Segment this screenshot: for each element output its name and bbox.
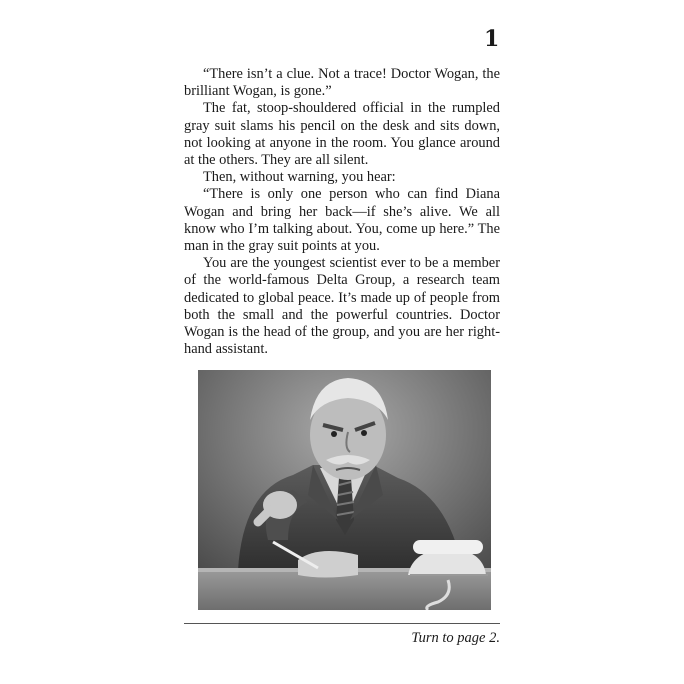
paragraph: The fat, stoop-shouldered official in the rumpled gray suit slams his pencil on the desk and sits down, not looking at anyone in the room. You glance around at the others. They are all silent. [184,100,500,169]
paragraph: Then, without warning, you hear: [203,169,396,186]
divider [184,623,500,624]
paragraph: “There isn’t a clue. Not a trace! Doctor Wogan, the brilliant Wogan, is gone.” [184,66,500,100]
turn-to-page-link[interactable]: Turn to page 2. [411,630,500,646]
story-text [184,66,500,358]
paragraph: “There is only one person who can find Diana Wogan and bring her back—if she’s alive. We all know who I’m talking about. You, come up here.” The man in the gray suit points at you. [184,186,500,255]
illustration-official-pointing [198,370,491,610]
page-number: 1 [484,26,500,52]
paragraph: You are the youngest scientist ever to be a member of the world-famous Delta Group, a research team dedicated to global peace. It’s made up of people from both the small and the powerful countries. Doctor Wogan is the head of the group, and you are her right-hand assistant. [184,255,500,358]
